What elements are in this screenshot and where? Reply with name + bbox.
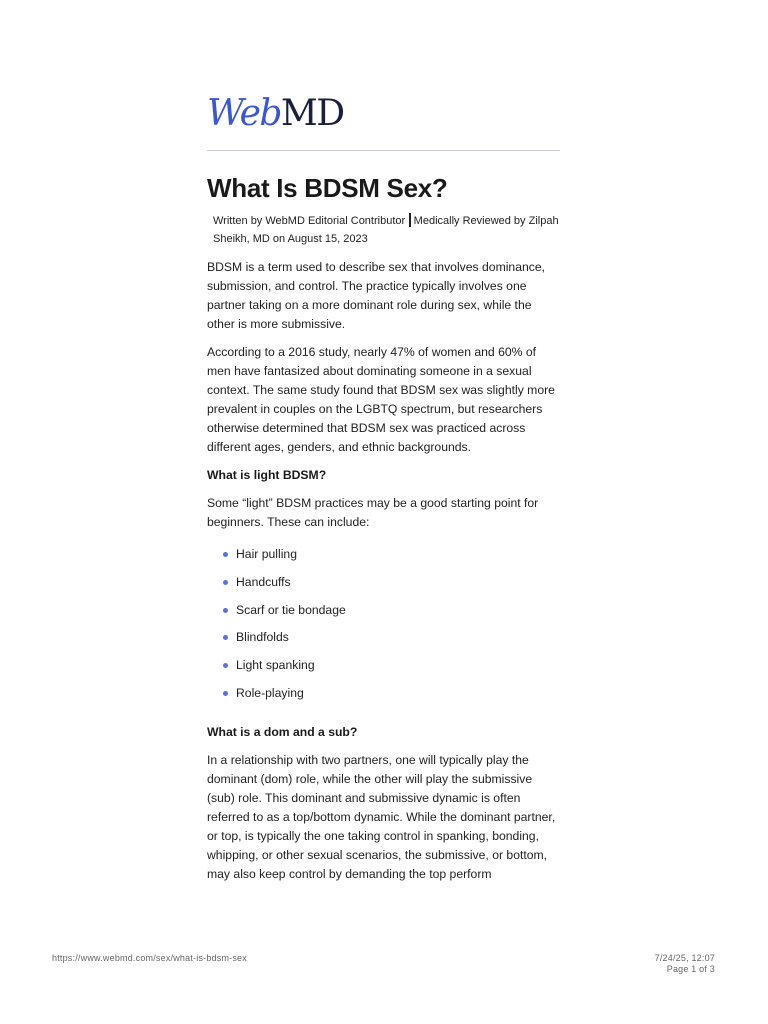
- paragraph-intro: BDSM is a term used to describe sex that involves dominance, submission, and control. The practice typically involves one partner taking on a more dominant role during sex, while the other is more submissive.: [207, 260, 546, 331]
- footer-datetime: 7/24/25, 12:07: [654, 953, 715, 963]
- byline-author[interactable]: Written by WebMD Editorial Contributor: [213, 215, 406, 227]
- list-item: [207, 628, 560, 647]
- article-body: [207, 258, 560, 893]
- byline-separator: [409, 213, 411, 227]
- list-item-label: Light spanking: [236, 658, 315, 673]
- list-item: [207, 684, 560, 703]
- footer-page-number: Page 1 of 3: [666, 964, 715, 974]
- page-title: What Is BDSM Sex?: [207, 173, 448, 203]
- list-item-label: Hair pulling: [236, 547, 297, 561]
- list-item: [207, 601, 560, 620]
- bullet-icon: [223, 552, 228, 557]
- practices-list: [207, 545, 560, 703]
- heading-dom-sub: What is a dom and a sub?: [207, 724, 358, 739]
- logo-web-text: Web: [207, 93, 281, 134]
- list-item: [207, 656, 560, 675]
- header-divider: [207, 150, 560, 151]
- list-item: [207, 545, 560, 564]
- list-item-label: Scarf or tie bondage: [236, 602, 346, 617]
- bullet-icon: [223, 663, 228, 668]
- paragraph-light-practices: Some “light” BDSM practices may be a good starting point for beginners. These can include:: [207, 496, 539, 529]
- paragraph-dom-sub: In a relationship with two partners, one will typically play the dominant (dom) role, while the other will play the submissive (sub) role. This dominant and submissive dynamic is often referred to as a top/bottom dynamic. While the dominant partner, or top, is typically the one taking control in spanking, bonding, whipping, or other sexual scenarios, the submissive, or bottom, may also keep control by demanding the top perform: [207, 752, 556, 881]
- byline-reviewer[interactable]: Medically Reviewed by Zilpah Sheikh, MD on August 15, 2023: [213, 215, 559, 245]
- list-item-label: Blindfolds: [236, 630, 289, 645]
- webmd-logo[interactable]: [207, 93, 344, 133]
- byline: [213, 212, 563, 248]
- footer-meta: [655, 953, 715, 975]
- paragraph-study: According to a 2016 study, nearly 47% of women and 60% of men have fantasized about dominating someone in a sexual context. The same study found that BDSM sex was slightly more prevalent in couples on the LGBTQ spectrum, but researchers otherwise determined that BDSM sex was practiced across different ages, genders, and ethnic backgrounds.: [207, 345, 555, 454]
- footer-url: https://www.webmd.com/sex/what-is-bdsm-sex: [52, 953, 247, 963]
- list-item-label: Role-playing: [236, 685, 304, 700]
- bullet-icon: [223, 635, 228, 640]
- list-item: [207, 573, 560, 592]
- bullet-icon: [223, 691, 228, 696]
- bullet-icon: [223, 580, 228, 585]
- list-item-label: Handcuffs: [236, 574, 291, 589]
- heading-light-bdsm: What is light BDSM?: [207, 468, 327, 482]
- bullet-icon: [223, 608, 228, 613]
- logo-md-text: MD: [280, 93, 344, 134]
